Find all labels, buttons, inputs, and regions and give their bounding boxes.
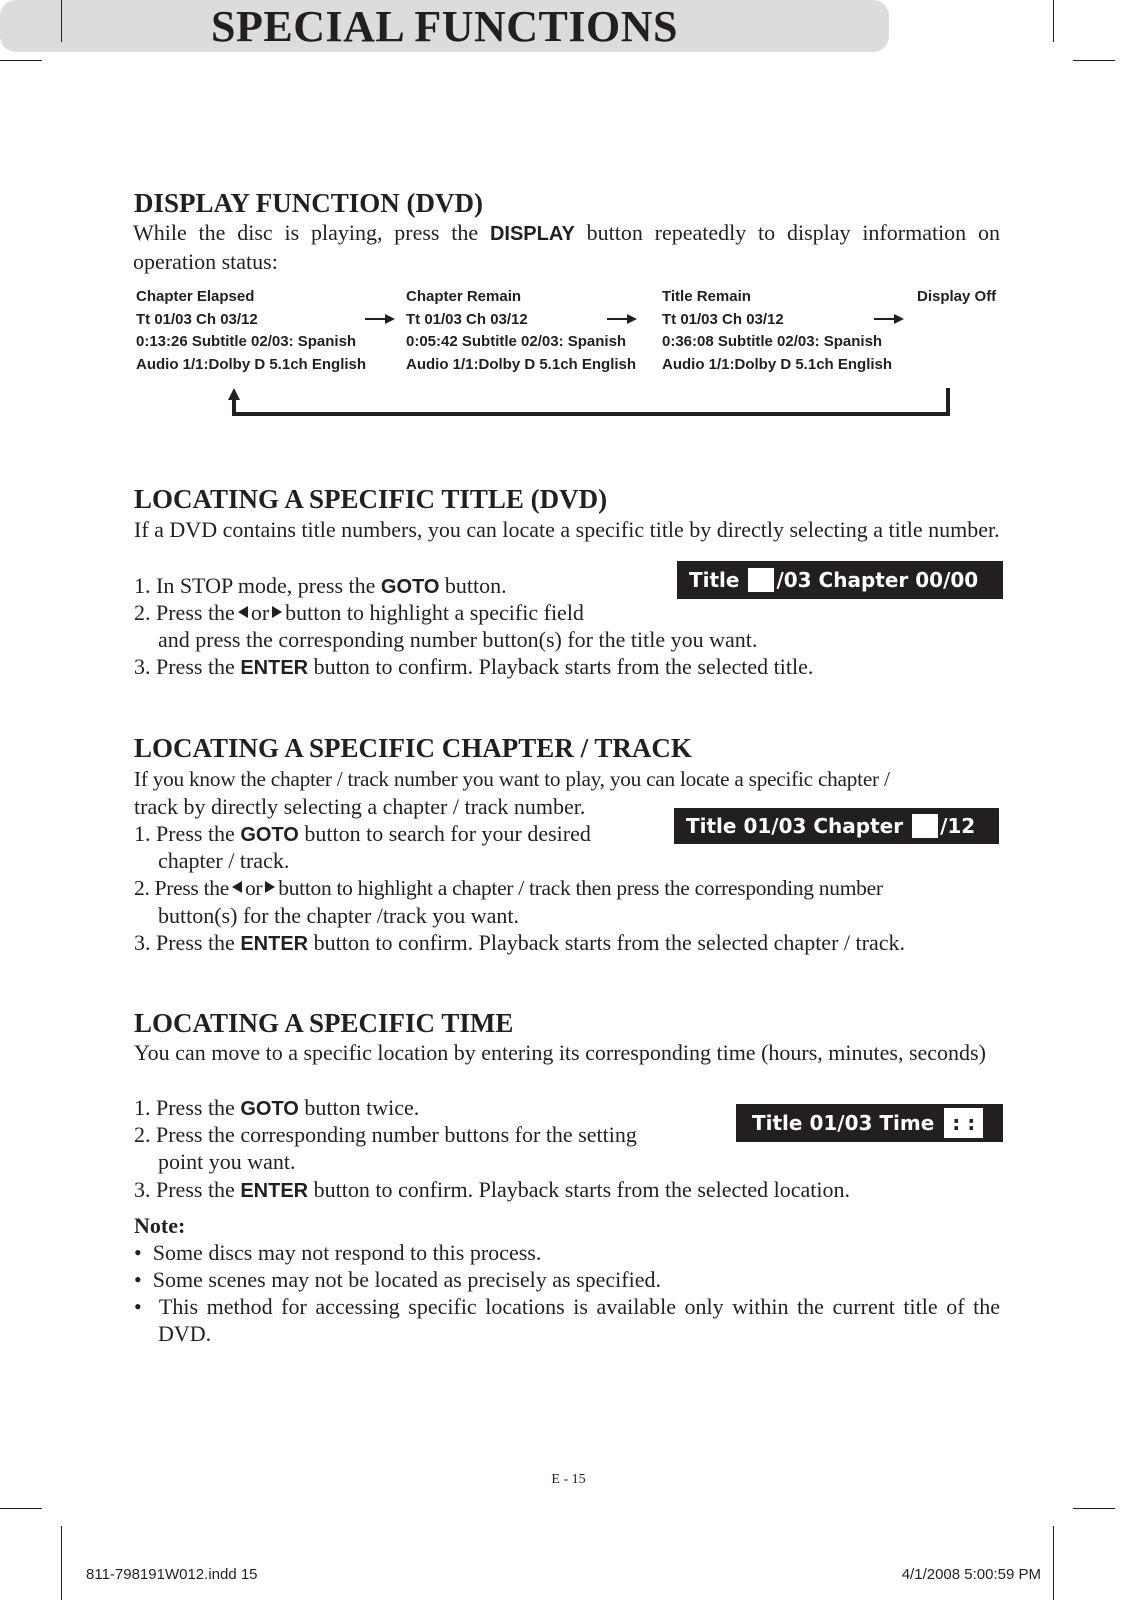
display-mode-line: 0:13:26 Subtitle 02/03: Spanish <box>136 333 357 350</box>
right-arrow-icon <box>874 314 904 324</box>
osd-highlight-field <box>912 814 938 838</box>
page-title-banner <box>0 0 889 52</box>
locating-title-step-3: 3. Press the ENTER button to confirm. Playback starts from the selected title. <box>134 654 814 679</box>
section-heading-display-function: DISPLAY FUNCTION (DVD) <box>134 188 484 218</box>
osd-text: Title <box>689 568 740 592</box>
locating-chapter-intro-line-1: If you know the chapter / track number you want to play, you can locate a specific chapter / <box>134 767 890 791</box>
display-mode-chapter-elapsed <box>136 286 366 376</box>
right-arrow-icon <box>265 881 275 893</box>
cycle-return-arrow-icon <box>225 386 952 418</box>
crop-mark <box>0 1508 42 1509</box>
note-label: Note: <box>134 1213 186 1238</box>
osd-time-field: : : <box>944 1108 983 1138</box>
osd-title-goto <box>677 561 1003 599</box>
locating-time-step-1: 1. Press the GOTO button twice. <box>134 1095 420 1120</box>
display-mode-title-remain <box>662 286 892 376</box>
crop-mark <box>1053 1526 1054 1600</box>
osd-time-goto <box>736 1104 1003 1142</box>
display-mode-line: Audio 1/1:Dolby D 5.1ch English <box>406 355 637 373</box>
locating-title-step-1: 1. In STOP mode, press the GOTO button. <box>134 573 507 598</box>
locating-time-intro: You can move to a specific location by entering its corresponding time (hours, minutes, seconds) <box>134 1040 986 1065</box>
display-mode-label: Chapter Elapsed <box>136 288 255 305</box>
crop-mark <box>1073 1508 1115 1509</box>
locating-title-step-2-cont: and press the corresponding number button(s) for the title you want. <box>158 627 758 652</box>
crop-mark <box>1053 0 1054 42</box>
display-mode-display-off <box>917 286 996 309</box>
osd-chapter-goto <box>674 808 999 844</box>
display-mode-line: Tt 01/03 Ch 03/12 <box>136 310 258 328</box>
locating-time-step-2: 2. Press the corresponding number buttons for the setting <box>134 1122 637 1147</box>
display-mode-line: 0:36:08 Subtitle 02/03: Spanish <box>662 333 883 350</box>
right-arrow-icon <box>365 314 395 324</box>
display-mode-label: Display Off <box>917 288 997 305</box>
note-item: • Some scenes may not be located as precisely as specified. <box>134 1267 661 1292</box>
osd-text: Title 01/03 Chapter <box>686 814 904 838</box>
osd-text: /12 <box>940 814 976 838</box>
note-item: • This method for accessing specific locations is available only within the current title of the DVD. <box>134 1294 1000 1346</box>
locating-chapter-intro-line-2: track by directly selecting a chapter / track number. <box>134 794 586 819</box>
note-item: • Some discs may not respond to this process. <box>134 1240 542 1265</box>
locating-title-intro: If a DVD contains title numbers, you can locate a specific title by directly selecting a title number. <box>134 517 1000 542</box>
locating-chapter-step-2: 2. Press the or button to highlight a chapter / track then press the corresponding number <box>134 876 883 900</box>
locating-chapter-step-1-cont: chapter / track. <box>158 848 290 873</box>
display-mode-line: Tt 01/03 Ch 03/12 <box>406 310 528 328</box>
crop-mark <box>61 1526 62 1600</box>
section-heading-locating-title: LOCATING A SPECIFIC TITLE (DVD) <box>134 484 608 514</box>
right-arrow-icon <box>272 606 282 618</box>
crop-mark <box>61 0 62 42</box>
file-name: 811-798191W012.indd 15 <box>86 1566 258 1583</box>
display-mode-label: Chapter Remain <box>406 288 522 305</box>
crop-mark <box>1073 60 1115 61</box>
crop-mark <box>0 60 42 61</box>
page-title: SPECIAL FUNCTIONS <box>211 1 678 51</box>
display-mode-label: Title Remain <box>662 288 751 305</box>
osd-text: /03 Chapter 00/00 <box>776 568 979 592</box>
section-heading-locating-chapter: LOCATING A SPECIFIC CHAPTER / TRACK <box>134 733 692 763</box>
display-mode-line: Audio 1/1:Dolby D 5.1ch English <box>136 355 367 373</box>
display-mode-line: Audio 1/1:Dolby D 5.1ch English <box>662 355 893 373</box>
section-heading-locating-time: LOCATING A SPECIFIC TIME <box>134 1008 514 1038</box>
locating-title-step-2: 2. Press the or button to highlight a specific field <box>134 600 584 625</box>
locating-chapter-step-2-cont: button(s) for the chapter /track you want. <box>158 903 520 928</box>
display-mode-line: Tt 01/03 Ch 03/12 <box>662 310 784 328</box>
locating-time-step-3: 3. Press the ENTER button to confirm. Playback starts from the selected location. <box>134 1177 851 1202</box>
display-function-intro: While the disc is playing, press the DISPLAY button repeatedly to display information on operation status: <box>133 220 1000 274</box>
osd-text: Title 01/03 Time <box>752 1111 935 1135</box>
display-mode-line: 0:05:42 Subtitle 02/03: Spanish <box>406 333 627 350</box>
display-mode-chapter-remain <box>406 286 636 376</box>
right-arrow-icon <box>607 314 637 324</box>
locating-chapter-step-1: 1. Press the GOTO button to search for your desired <box>134 821 591 846</box>
locating-time-step-2-cont: point you want. <box>158 1149 296 1174</box>
locating-chapter-step-3: 3. Press the ENTER button to confirm. Playback starts from the selected chapter / track. <box>134 930 905 955</box>
page-number: E - 15 <box>551 1472 586 1487</box>
osd-highlight-field <box>748 568 774 592</box>
left-arrow-icon <box>238 606 248 618</box>
print-timestamp: 4/1/2008 5:00:59 PM <box>901 1566 1041 1583</box>
left-arrow-icon <box>232 881 242 893</box>
